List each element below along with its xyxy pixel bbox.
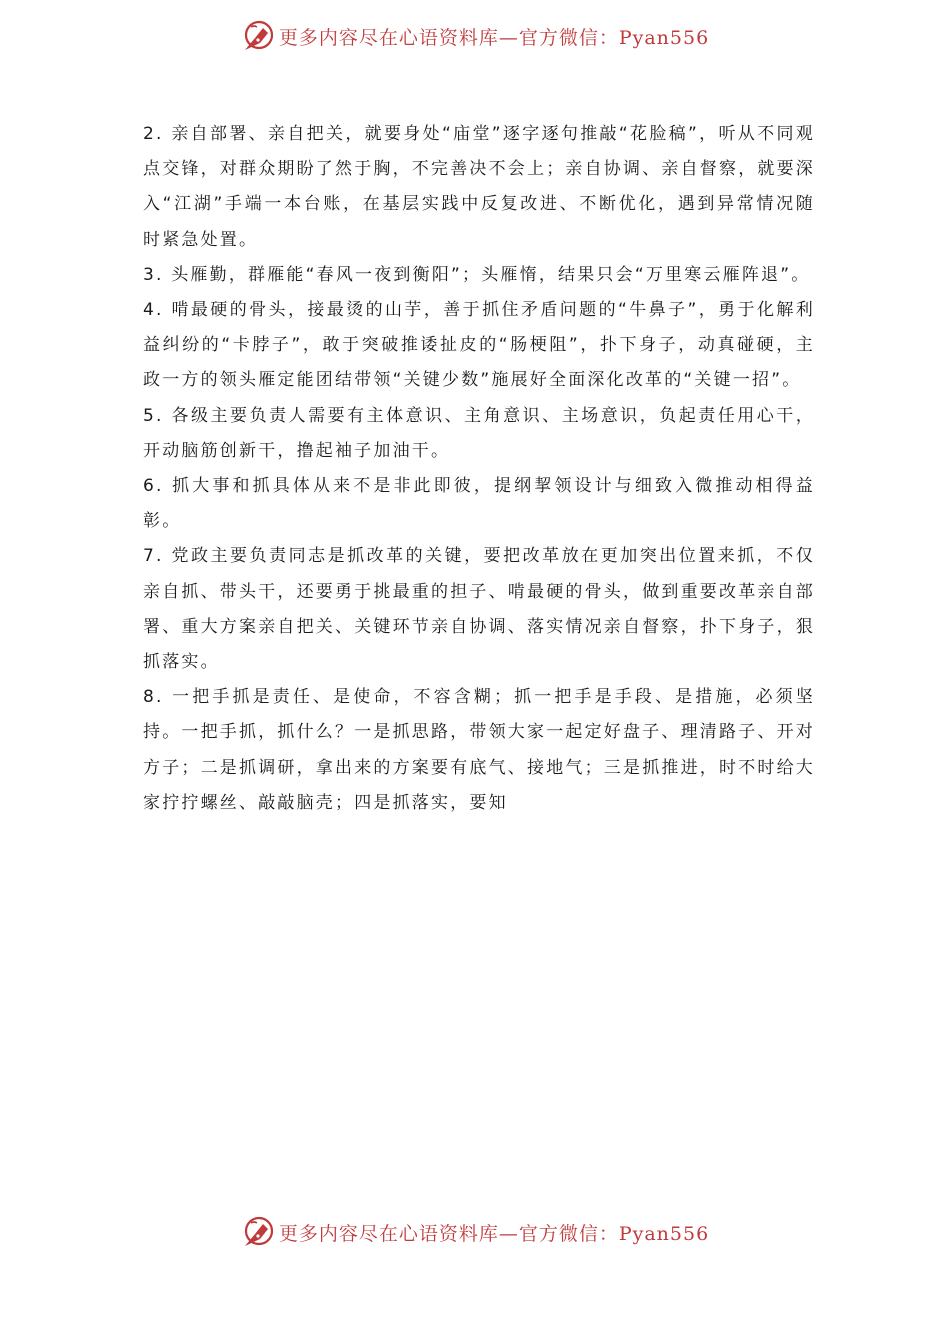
pen-nib-logo-icon — [241, 19, 275, 53]
footer-banner-text: 更多内容尽在心语资料库—官方微信：Pyan556 — [278, 1222, 710, 1245]
paragraph-5: 5. 各级主要负责人需要有主体意识、主角意识、主场意识，负起责任用心干，开动脑筋创新干，撸起袖子加油干。 — [143, 405, 815, 461]
footer-banner — [0, 1212, 950, 1252]
paragraph-7: 7. 党政主要负责同志是抓改革的关键，要把改革放在更加突出位置来抓，不仅亲自抓、带头干，还要勇于挑最重的担子、啃最硬的骨头，做到重要改革亲自部署、重大方案亲自把关、关键环节亲自协调、落实情况亲自督察，扑下身子，狠抓落实。 — [143, 546, 815, 673]
pen-nib-logo-icon — [241, 1215, 275, 1249]
paragraph-6: 6. 抓大事和抓具体从来不是非此即彼，提纲挈领设计与细致入微推动相得益彰。 — [143, 476, 815, 532]
paragraph-4: 4. 啃最硬的骨头，接最烫的山芋，善于抓住矛盾问题的“牛鼻子”，勇于化解利益纠纷的“卡脖子”，敢于突破推诿扯皮的“肠梗阻”，扑下身子，动真碰硬，主政一方的领头雁定能团结带领“关键少数”施展好全面深化改革的“关键一招”。 — [143, 300, 815, 391]
paragraph-8: 8. 一把手抓是责任、是使命，不容含糊；抓一把手是手段、是措施，必须坚持。一把手抓，抓什么？一是抓思路，带领大家一起定好盘子、理清路子、开对方子；二是抓调研，拿出来的方案要有底气、接地气；三是抓推进，时不时给大家拧拧螺丝、敲敲脑壳；四是抓落实，要知 — [143, 687, 815, 813]
header-banner — [0, 16, 950, 56]
paragraph-3: 3. 头雁勤，群雁能“春风一夜到衡阳”；头雁惰，结果只会“万里寒云雁阵退”。 — [143, 264, 811, 285]
document-body — [143, 117, 815, 821]
header-banner-text: 更多内容尽在心语资料库—官方微信：Pyan556 — [278, 26, 710, 49]
paragraph-2: 2. 亲自部署、亲自把关，就要身处“庙堂”逐字逐句推敲“花脸稿”，听从不同观点交锋，对群众期盼了然于胸，不完善决不会上；亲自协调、亲自督察，就要深入“江湖”手端一本台账，在基层实践中反复改进、不断优化，遇到异常情况随时紧急处置。 — [143, 124, 815, 250]
